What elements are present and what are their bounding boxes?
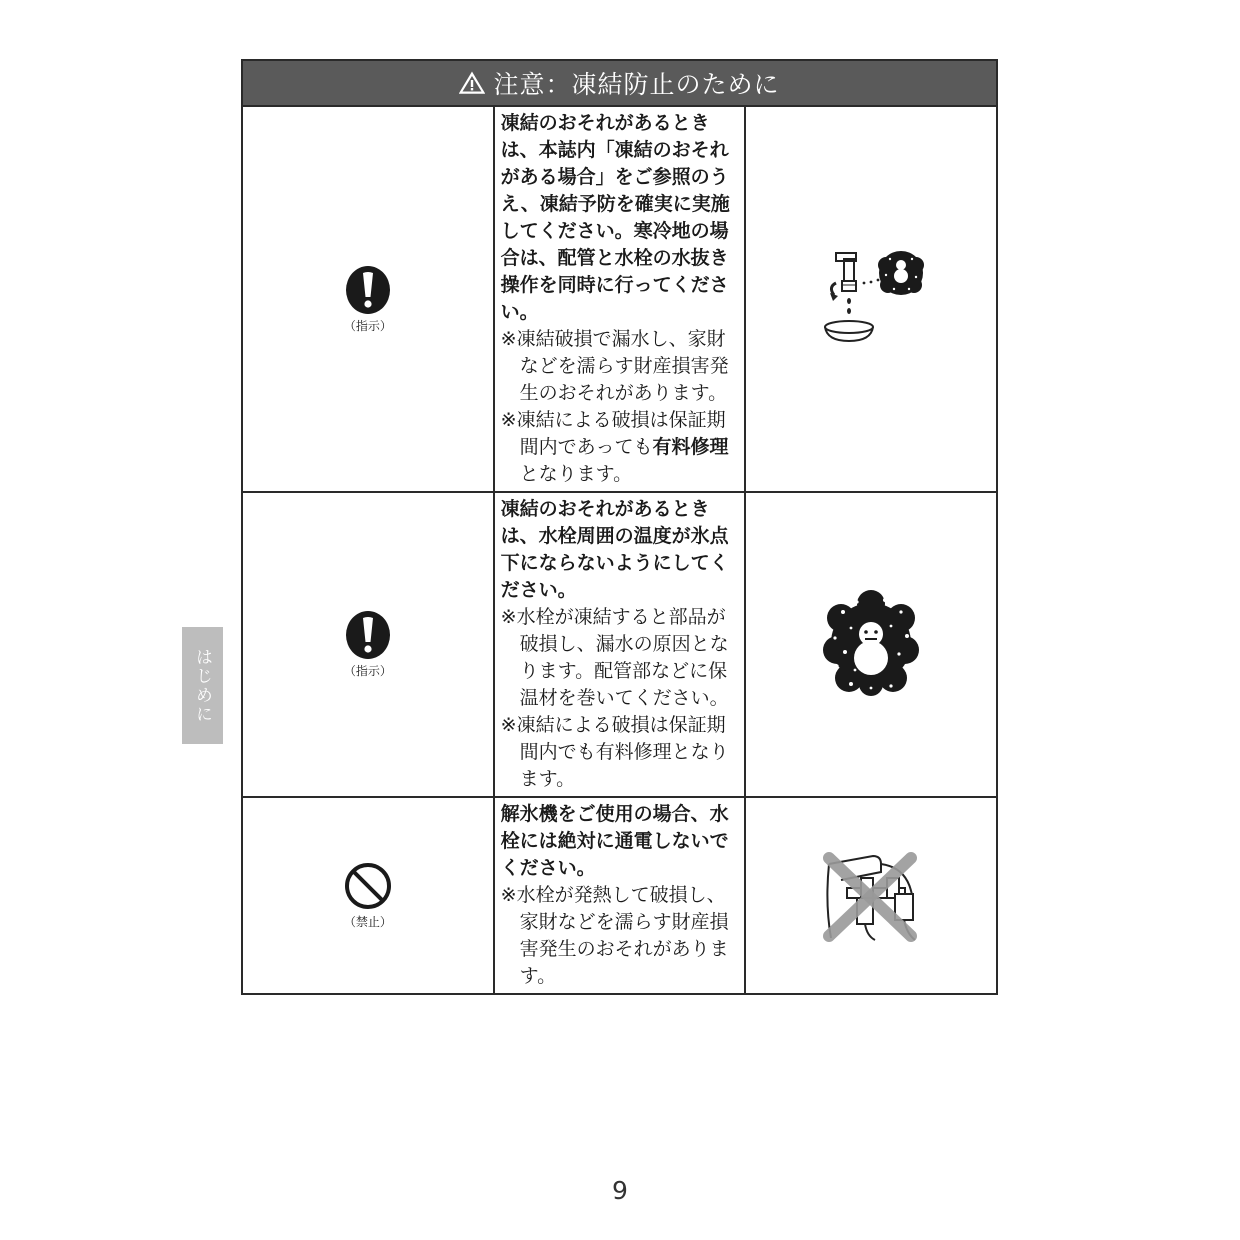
prohibition-icon [343,861,393,911]
thawing-machine-prohibited-illustration [811,844,931,944]
section-side-tab: はじめに [182,627,223,744]
text-cell [494,106,746,492]
illustration-cell [745,492,997,797]
note: ※水栓が凍結すると部品が破損し、漏水の原因となります。配管部などに保温材を巻いてください。 [500,606,729,709]
note: ※凍結破損で漏水し、家財などを濡らす財産損害発生のおそれがあります。 [500,328,729,404]
caution-table [241,59,998,995]
illustration-cell [745,106,997,492]
main-instruction: 凍結のおそれがあるときは、水栓周囲の温度が氷点下にならないようにしてください。 [500,498,729,601]
faucet-drain-illustration [816,247,926,347]
symbol-cell [242,106,494,492]
note: ※凍結による破損は保証期間内でも有料修理となります。 [500,714,729,790]
caution-row [242,797,997,994]
snowman-illustration [821,588,921,698]
caution-header [242,60,997,106]
caution-row [242,492,997,797]
mandatory-instruction-icon [344,610,392,660]
illustration-cell [745,797,997,994]
mandatory-instruction-icon [344,265,392,315]
warning-triangle-icon [459,71,485,95]
symbol-cell [242,797,494,994]
caution-title: 注意：凍結防止のために [493,70,780,99]
symbol-label: （指示） [343,318,392,333]
text-cell [494,797,746,994]
main-instruction: 解氷機をご使用の場合、水栓には絶対に通電しないでください。 [500,803,729,879]
text-cell [494,492,746,797]
main-instruction: 凍結のおそれがあるときは、本誌内「凍結のおそれがある場合」をご参照のうえ、凍結予防を確実に実施してください。寒冷地の場合は、配管と水栓の水抜き操作を同時に行ってください。 [500,112,730,323]
page-number: 9 [612,1176,628,1205]
symbol-cell [242,492,494,797]
symbol-label: （禁止） [343,915,392,929]
caution-row [242,106,997,492]
symbol-label: （指示） [343,664,392,678]
note: ※凍結による破損は保証期間内であっても有料修理となります。 [500,409,729,485]
note: ※水栓が発熱して破損し、家財などを濡らす財産損害発生のおそれがあります。 [500,884,729,987]
emphasis: 有料修理 [652,436,729,458]
